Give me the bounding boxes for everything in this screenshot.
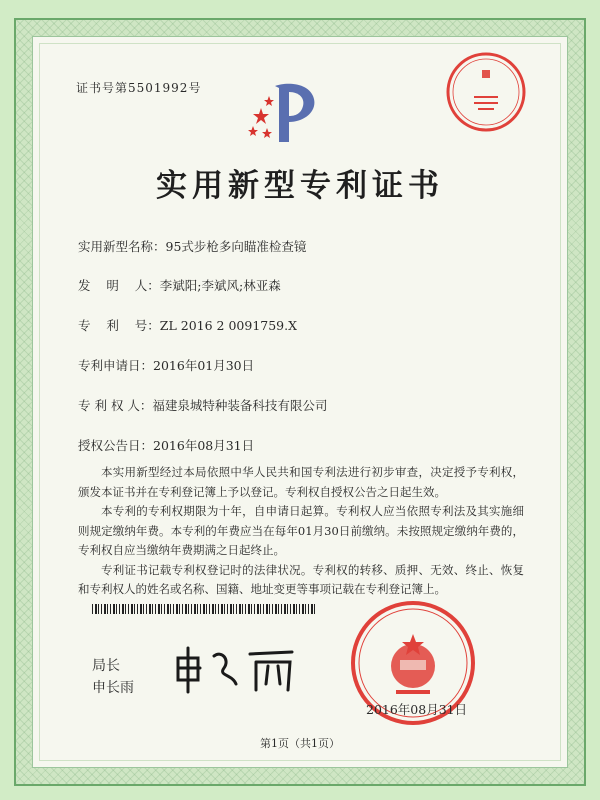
director-title: 局长 bbox=[92, 658, 120, 674]
name-label: 实用新型名称： bbox=[78, 239, 166, 254]
patentee-value: 福建泉城特种装备科技有限公司 bbox=[152, 398, 328, 413]
handwritten-signature-icon bbox=[170, 640, 310, 704]
body-paragraph: 本专利的专利权期限为十年，自申请日起算。专利权人应当依照专利法及其实施细则规定缴纳年费。本专利的年费应当在每年01月30日前缴纳。未按照规定缴纳年费的，专利权自应当缴纳年费期满之日起终止。 bbox=[78, 504, 524, 557]
patent-number-label: 专 利 号： bbox=[78, 318, 160, 333]
patentee-label: 专 利 权 人： bbox=[78, 398, 153, 413]
patent-office-logo-icon bbox=[245, 78, 335, 152]
small-official-seal-icon bbox=[444, 50, 528, 138]
patent-number-value: ZL 2016 2 0091759.X bbox=[159, 318, 298, 333]
filing-date-label: 专利申请日： bbox=[78, 358, 154, 373]
name-value: 95式步枪多向瞄准检查镜 bbox=[165, 239, 307, 254]
patentee-row bbox=[78, 396, 327, 414]
grant-date-value: 2016年08月31日 bbox=[153, 438, 255, 453]
body-paragraph: 本实用新型经过本局依照中华人民共和国专利法进行初步审查，决定授予专利权，颁发本证书并在专利登记簿上予以登记。专利权自授权公告之日起生效。 bbox=[78, 465, 524, 499]
grant-date-label: 授权公告日： bbox=[78, 438, 154, 453]
certificate-body bbox=[78, 463, 524, 600]
barcode bbox=[92, 604, 316, 614]
filing-date-row bbox=[78, 356, 254, 374]
body-paragraph: 专利证书记载专利权登记时的法律状况。专利权的转移、质押、无效、终止、恢复和专利权人的姓名或名称、国籍、地址变更等事项记载在专利登记簿上。 bbox=[78, 562, 524, 596]
seal-date: 2016年08月31日 bbox=[366, 702, 468, 717]
page-number: 第1页（共1页） bbox=[260, 737, 340, 750]
inventor-value: 李斌阳;李斌风;林亚森 bbox=[159, 278, 281, 293]
filing-date-value: 2016年01月30日 bbox=[153, 358, 255, 373]
inventor-label: 发 明 人： bbox=[78, 278, 160, 293]
inventor-row bbox=[78, 276, 281, 294]
patent-number-row bbox=[78, 316, 297, 334]
director-name: 申长雨 bbox=[92, 680, 134, 696]
certificate-title: 实用新型专利证书 bbox=[156, 168, 444, 204]
utility-model-name-row bbox=[78, 237, 306, 255]
grant-date-row bbox=[78, 436, 254, 454]
certificate-number: 证书号第5501992号 bbox=[76, 81, 202, 95]
